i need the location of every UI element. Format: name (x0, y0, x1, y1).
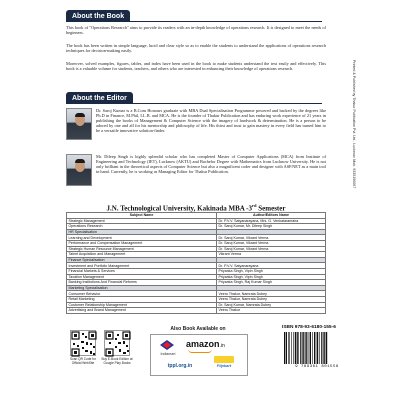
barcode-bar (289, 332, 290, 364)
author-cell: Vikrant Verma (217, 252, 326, 258)
subject-cell: Financial Markets & Services (67, 268, 217, 274)
subject-cell: Banking Institutions And Financial Reforms (67, 280, 217, 286)
vertical-imprint: Printed & Published by Thakur Publication Pvt. Ltd., Lucknow. Mob. 9335190067 (352, 60, 356, 189)
subject-cell: Talent Acquisition and Management (67, 252, 217, 258)
qr-caption-website: Scan QR Code for Official WebSite (69, 357, 97, 365)
barcode-bar (324, 332, 325, 364)
university-title: J.N. Technological University, Kakinada MBA -3rd Semester (106, 203, 286, 213)
subject-cell: Customer Relationship Management (67, 302, 217, 308)
about-book-paragraph-3: Moreover, solved examples, figures, tables, and index have been used in the book to make students understand the text easily and effectively. This book is a valuable volume for students, teachers, and others who are interested in enhancing their knowledge of operations research. (66, 61, 326, 72)
author-cell: Dr. Saroj Kumar, Vikrant Verma (217, 235, 326, 241)
author-cell: Dr. Saroj Kumar, Vikrant Verma (217, 246, 326, 252)
flipkart-bag-icon (214, 356, 234, 363)
barcode-bar (316, 332, 317, 364)
subjects-table (66, 212, 326, 314)
about-book-heading: About the Book (66, 10, 130, 22)
about-book-paragraph-2: The book has been written in simple language, lucid and clear style so as to enable the students to understand the applications of operations research techniques for decision-making easily. (66, 43, 326, 54)
author-cell: Priyanka Singh, Vipin Singh (217, 274, 326, 280)
barcode-bar (288, 332, 289, 364)
qr-pattern-icon (71, 331, 97, 357)
barcode-bar (293, 332, 294, 364)
subject-cell: Consumer Behavior (67, 291, 217, 297)
author-cell: Dr. Saroj Kumar, Mr. Dileep Singh (217, 224, 326, 230)
barcode-bar (302, 332, 303, 364)
barcode-bar (323, 332, 324, 364)
editor-2-hair (75, 159, 85, 163)
table-row (67, 308, 326, 314)
subject-cell: Investment and Portfolio Management (67, 263, 217, 269)
editor-1-photo (66, 108, 92, 140)
author-cell: Veeru Thakur, Namrata Dubey (217, 291, 326, 297)
barcode-bar (310, 332, 311, 364)
subject-cell: Advertising and Brand Management (67, 308, 217, 314)
barcode-bar (305, 332, 306, 364)
about-book-rule (66, 21, 322, 22)
barcode-bar (298, 332, 299, 364)
author-cell: Veeru Thakur (217, 308, 326, 314)
barcode-bar (321, 332, 322, 364)
author-cell: Dr. P.V.V. Satyanarayana (217, 263, 326, 269)
barcode-bar (300, 332, 301, 364)
barcode-bar (317, 332, 318, 364)
barcode-bar (319, 332, 320, 364)
author-cell: Veeru Thakur, Namrata Dubey (217, 296, 326, 302)
barcode-bar (295, 332, 296, 364)
barcode-bar (286, 332, 287, 364)
barcode-number: 9 789361 801556 (295, 365, 339, 369)
editor-2-photo (66, 154, 92, 186)
barcode-bar (306, 332, 307, 364)
qr-pattern-icon (105, 331, 131, 357)
group-label-cell: HR Specialisation (67, 229, 217, 235)
group-label-cell: Marketing Specialisation (67, 285, 217, 291)
barcode-bar (312, 332, 313, 364)
indiamart-link[interactable]: Indiamart (160, 352, 176, 356)
subject-cell: Operations Research (67, 224, 217, 230)
subject-cell: Strategic Human Resource Management (67, 246, 217, 252)
barcode-bar (297, 332, 298, 364)
about-editor-heading: About the Editor (66, 92, 133, 104)
barcode-bar (291, 332, 292, 364)
subject-name-header: Subject Name (67, 213, 217, 219)
subject-cell: Performance and Compensation Management (67, 240, 217, 246)
also-available-label: Also Book Available on (170, 326, 226, 332)
author-cell: Dr. P.V.V. Satyanarayana, Mrs. G. Venkataramana (217, 218, 326, 224)
editor-2-bio: Mr. Dileep Singh is highly splendid scholar who has completed Master of Computer Applications (MCA) from Institute of Engineering and Technology (IET), Lucknow (AKTU) and Bachelor Degree with Mathematics from Lucknow University. He is not only brilliant in the theoretical aspects of Computer Science but also a magnificent coder and designer with ASP.NET as a main tool in hand. Currently, he is working as Managing Editor for Thakur Publication. (96, 154, 326, 175)
website-qr-code[interactable] (70, 330, 96, 356)
barcode-bar (284, 332, 285, 364)
tppl-website-link[interactable]: tppl.org.in (167, 363, 193, 369)
qr-caption-ebook: Buy E-Book Edition at Google Play Books (101, 357, 133, 365)
about-editor-rule (66, 103, 322, 104)
subject-cell: Retail Marketing (67, 296, 217, 302)
ebook-qr-code[interactable] (104, 330, 130, 356)
barcode-bar (309, 332, 310, 364)
amazon-link[interactable]: amazon.in (186, 339, 225, 349)
table-body (67, 218, 326, 313)
author-name-header: Author/Editors Name (217, 213, 326, 219)
barcode-bar (314, 332, 315, 364)
subject-cell: Strategic Management (67, 218, 217, 224)
editor-1-bio: Dr. Saroj Kumar is a B.Com Honours graduate with MBA Dual Specialisation Programme powered and backed by the degrees like Ph.D in Finance, M.Phil, LL.B. and MCA. He is the founder of Thakur Publication and has enduring work experience of 21 years in publishing the books of Management & Computer Science with the imagery of hardwork & determination. He is a person to be adored by one and all for his mentorship and philosophy of life. His thirst and trust to gain mastery in every field has turned him to be a versatile innovative solution-finder. (96, 108, 326, 134)
barcode-icon (282, 332, 352, 364)
editor-1-hair (75, 113, 85, 117)
author-cell: Dr. Saroj Kumar, Namrata Dubey (217, 302, 326, 308)
flipkart-link[interactable]: Flipkart (216, 363, 232, 368)
author-cell: Priyanka Singh, Vipin Singh (217, 268, 326, 274)
subject-cell: Taxation Management (67, 274, 217, 280)
indiamart-logo-icon[interactable] (160, 340, 174, 350)
about-book-paragraph-1: This book of "Operations Research" aims to provide its readers with an in-depth knowledge of operations research. It is designed to meet the needs of beginners. (66, 25, 326, 36)
barcode-bar (326, 332, 327, 364)
isbn-label: ISBN 978-93-6180-155-6 (282, 325, 336, 330)
author-cell: Priyanka Singh, Raj Kumar Singh (217, 280, 326, 286)
group-label-cell: Finance Specialisation (67, 257, 217, 263)
subject-cell: Learning and Development (67, 235, 217, 241)
amazon-smile-icon (188, 349, 212, 353)
barcode-bar (303, 332, 304, 364)
author-cell: Dr. Saroj Kumar, Vikrant Verma (217, 240, 326, 246)
